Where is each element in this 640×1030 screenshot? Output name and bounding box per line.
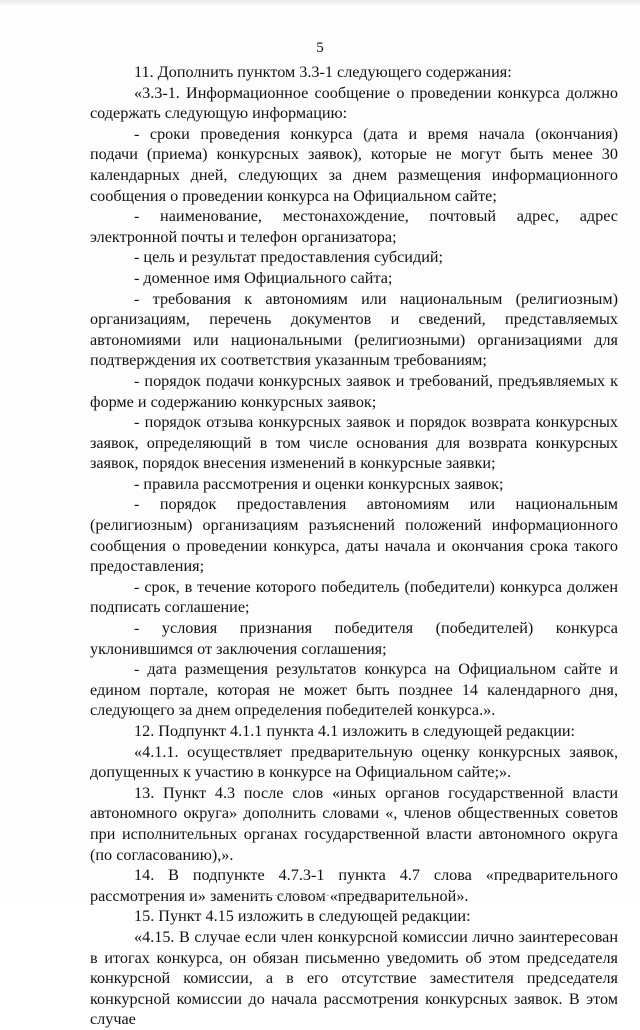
list-item-results-date: - дата размещения результатов конкурса на Официальном сайте и едином портале, которая не может быть позднее 14 календарного дня, следующего за днем определения победителей конкурса.». [90, 660, 618, 720]
paragraph-item-11: 11. Дополнить пунктом 3.3-1 следующего содержания: [134, 63, 512, 81]
paragraph-item-12: 12. Подпункт 4.1.1 пункта 4.1 изложить в следующей редакции: [134, 722, 576, 740]
list-item-review-rules: - правила рассмотрения и оценки конкурсных заявок; [134, 474, 504, 493]
page-number: 5 [316, 40, 324, 56]
list-item-goal-result: - цель и результат предоставления субсидий; [134, 248, 444, 267]
paragraph-item-13: 13. Пункт 4.3 после слов «иных органов государственной власти автономного округа» дополнить словами «, членов общественных советов при исполнительных органах государственной власти автономного округа (по согласованию),». [90, 783, 618, 864]
list-item-signing-deadline: - срок, в течение которого победитель (победители) конкурса должен подписать соглашение; [90, 577, 618, 617]
document-body [90, 62, 618, 1030]
list-item-deadlines: - сроки проведения конкурса (дата и время начала (окончания) подачи (приема) конкурсных заявок), которые не могут быть менее 30 календарных дней, следующих за днем размещения информационного сообщения о проведении конкурса на Официальном сайте; [90, 124, 618, 205]
paragraph-item-14: 14. В подпункте 4.7.3-1 пункта 4.7 слова «предварительного рассмотрения и» заменить словом «предварительной». [90, 866, 618, 905]
list-item-requirements: - требования к автономиям или национальным (религиозным) организациям, перечень документов и сведений, представляемых автономиями или национальными (религиозными) организациями для подтверждения их соответствия указанным требованиям; [90, 289, 618, 370]
list-item-withdrawal-procedure: - порядок отзыва конкурсных заявок и порядок возврата конкурсных заявок, определяющий в том числе основания для возврата конкурсных заявок, порядок внесения изменений в конкурсные заявки; [90, 413, 618, 473]
paragraph-item-15: 15. Пункт 4.15 изложить в следующей редакции: [134, 907, 471, 926]
list-item-domain-name: - доменное имя Официального сайта; [134, 268, 393, 287]
paragraph-quote-4-1-1: «4.1.1. осуществляет предварительную оценку конкурсных заявок, допущенных к участию в конкурсе на Официальном сайте;». [90, 742, 618, 782]
list-item-organizer-contacts: - наименование, местонахождение, почтовый адрес, адрес электронной почты и телефон организатора; [90, 207, 618, 246]
paragraph-quote-4-15: «4.15. В случае если член конкурсной комиссии лично заинтересован в итогах конкурса, он обязан письменно уведомить об этом председателя конкурсной комиссии, а в его отсутствие заместителя председателя конкурсной комиссии до начала рассмотрения конкурсных заявок. В этом случае [90, 927, 618, 1029]
scan-edge [0, 0, 640, 6]
list-item-evasion-conditions: - условия признания победителя (победителей) конкурса уклонившимся от заключения соглашения; [90, 619, 618, 658]
list-item-clarifications: - порядок предоставления автономиям или национальным (религиозным) организациям разъяснений положений информационного сообщения о проведении конкурса, даты начала и окончания срока такого предоставления; [90, 495, 618, 576]
list-item-submission-procedure: - порядок подачи конкурсных заявок и требований, предъявляемых к форме и содержанию конкурсных заявок; [90, 371, 618, 411]
scan-artifact [250, 895, 370, 897]
paragraph-quote-3-3-1: «3.3-1. Информационное сообщение о проведении конкурса должно содержать следующую информацию: [90, 83, 618, 123]
